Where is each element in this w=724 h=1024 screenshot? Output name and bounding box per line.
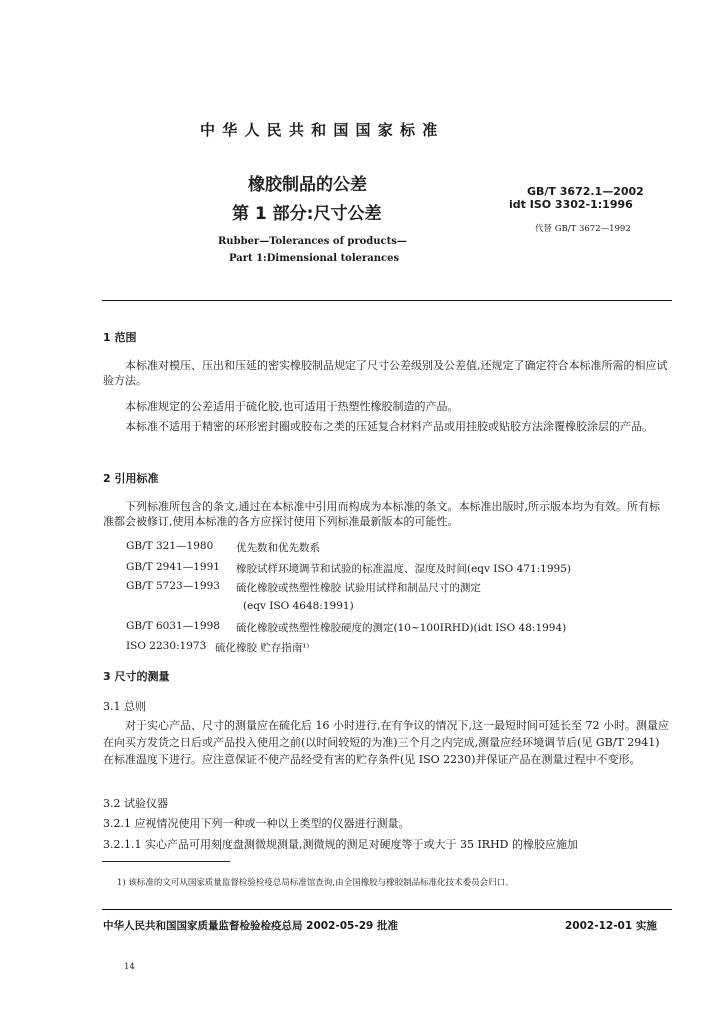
reference-title: 硫化橡胶或热塑性橡胶 试验用试样和制品尺寸的测定 — [236, 582, 481, 594]
footnote-text: 1) 该标准的文可从国家质量监督检验检疫总局标准馆查询,由全国橡胶与橡胶制品标准化技术委员会归口。 — [117, 878, 514, 888]
section-3-1-heading: 3.1 总则 — [103, 700, 146, 713]
replaces-standard: 代替 GB/T 3672—1992 — [535, 224, 631, 234]
title-cn-line2: 第 1 部分:尺寸公差 — [232, 204, 382, 224]
reference-title: (eqv ISO 4648:1991) — [243, 600, 354, 612]
reference-title: 硫化橡胶或热塑性橡胶硬度的测定(10~100IRHD)(idt ISO 48:1994) — [236, 622, 567, 634]
section-3-2-heading: 3.2 试验仪器 — [103, 797, 168, 810]
idt-reference: idt ISO 3302-1:1996 — [509, 198, 633, 211]
section-1-paragraph-3: 本标准不适用于精密的环形密封圈或胶布之类的压延复合材料产品或用挂胶或贴胶方法涂覆橡胶涂层的产品。 — [125, 420, 653, 433]
reference-title: 橡胶试样环境调节和试验的标准温度、湿度及时间(eqv ISO 471:1995) — [236, 563, 571, 575]
footer-issuer: 中华人民共和国国家质量监督检验检疫总局 2002-05-29 批准 — [103, 920, 398, 932]
footer-divider — [102, 909, 672, 910]
page-number: 14 — [124, 962, 135, 972]
reference-code: ISO 2230:1973 — [126, 640, 207, 652]
reference-code: GB/T 2941—1991 — [126, 561, 220, 573]
section-2-heading: 2 引用标准 — [103, 472, 159, 485]
reference-title: 优先数和优先数系 — [236, 542, 320, 554]
header-divider — [102, 300, 672, 301]
footnote-rule — [102, 861, 230, 862]
reference-code: GB/T 5723—1993 — [126, 580, 220, 592]
section-1-paragraph-2: 本标准规定的公差适用于硫化胶,也可适用于热塑性橡胶制造的产品。 — [125, 400, 459, 413]
standard-number: GB/T 3672.1—2002 — [527, 185, 644, 198]
reference-code: GB/T 6031—1998 — [126, 620, 220, 632]
section-3-2-1-text: 3.2.1 应视情况使用下列一种或一种以上类型的仪器进行测量。 — [103, 817, 410, 830]
title-cn-line1: 橡胶制品的公差 — [248, 175, 367, 195]
section-3-1-paragraph: 对于实心产品、尺寸的测量应在硫化后 16 小时进行,在有争议的情况下,这一最短时间可延长至 72 小时。测量应在向买方发货之日后或产品投入使用之前(以时间较短的为准)三个月之内完成,测量应经环境调节后(见 GB/T 2941)在标准温度下进行。应注意保证不使产品经受有害的贮存条件(见 ISO 2230)并保证产品在测量过程中不变形。 — [103, 719, 669, 766]
reference-title: 硫化橡胶 贮存指南¹⁾ — [215, 642, 310, 654]
section-1-paragraph-1: 本标准对模压、压出和压延的密实橡胶制品规定了尺寸公差级别及公差值,还规定了确定符合本标准所需的相应试验方法。 — [103, 359, 668, 387]
section-1-heading: 1 范围 — [103, 331, 137, 344]
section-2-paragraph-1: 下列标准所包含的条文,通过在本标准中引用而构成为本标准的条文。本标准出版时,所示版本均为有效。所有标准都会被修订,使用本标准的各方应探讨使用下列标准最新版本的可能性。 — [103, 500, 660, 528]
section-3-2-1-1-text: 3.2.1.1 实心产品可用刻度盘测微规测量,测微规的测足对硬度等于或大于 35 IRHD 的橡胶应施加 — [103, 838, 579, 851]
national-standard-header: 中 华 人 民 共 和 国 国 家 标 准 — [200, 121, 439, 139]
reference-code: GB/T 321—1980 — [126, 540, 214, 552]
section-3-heading: 3 尺寸的测量 — [103, 670, 170, 683]
footer-effective-date: 2002-12-01 实施 — [565, 920, 657, 932]
title-en-line1: Rubber—Tolerances of products— — [218, 236, 407, 247]
title-en-line2: Part 1:Dimensional tolerances — [229, 253, 400, 264]
